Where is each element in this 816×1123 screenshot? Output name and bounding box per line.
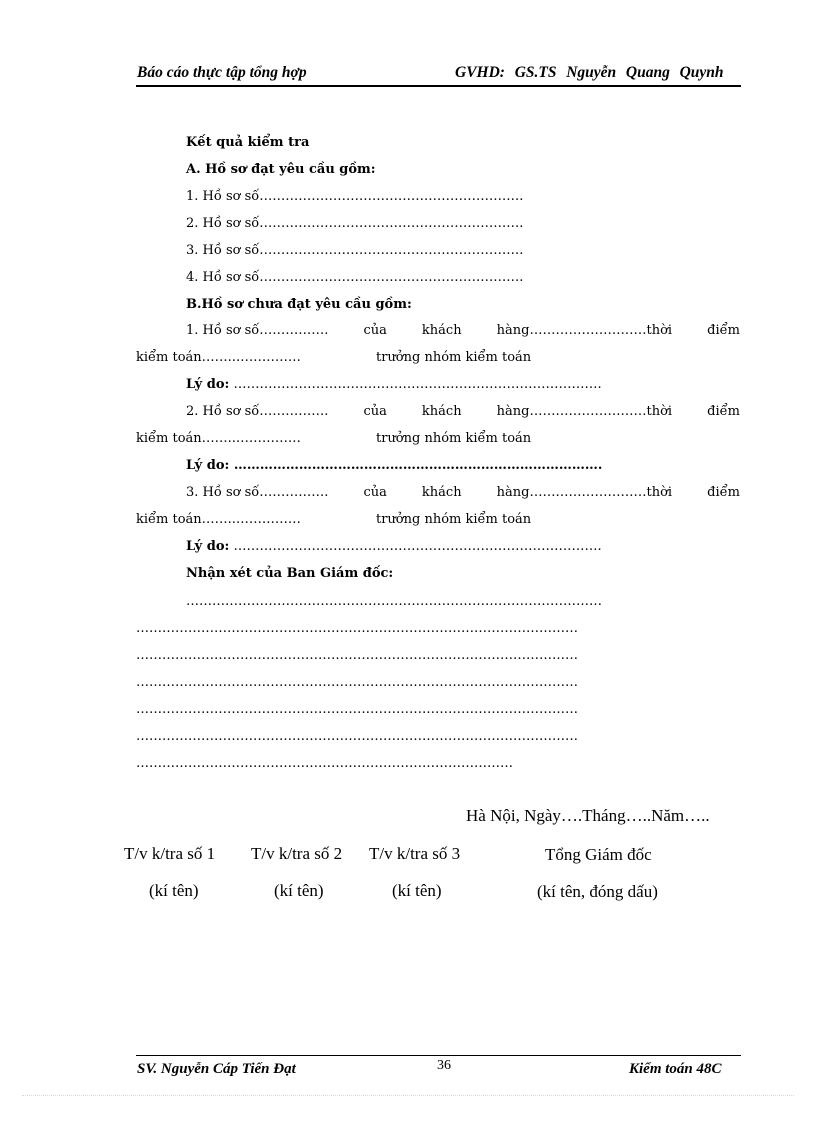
b2-w5: điểm — [707, 404, 740, 419]
signer-title: Tổng Giám đốc — [545, 845, 652, 864]
comment-line: ………………………………………………………………………………………… — [136, 675, 578, 690]
comment-line: …………………………………………………………………………………… — [186, 594, 602, 609]
page-edge-dots — [22, 1095, 794, 1096]
b2-w2: của — [363, 404, 387, 419]
b2-w3: khách — [421, 404, 462, 419]
signer-note: (kí tên) — [149, 881, 199, 900]
b1-w3: khách — [421, 323, 462, 338]
section-b-item-audit: kiểm toán……..…………… — [136, 512, 301, 527]
b3-w3: khách — [421, 485, 462, 500]
result-title: Kết quả kiểm tra — [186, 135, 310, 150]
comment-line: …………………………………………………………………………… — [136, 756, 513, 771]
footer-right: Kiểm toán 48C — [629, 1061, 722, 1077]
section-a-item: 2. Hồ sơ số……………………………………………………. — [186, 216, 524, 231]
signer-note: (kí tên) — [392, 881, 442, 900]
header-rule — [136, 85, 741, 87]
director-comment-title: Nhận xét của Ban Giám đốc: — [186, 566, 394, 581]
page-number: 36 — [437, 1058, 451, 1073]
reason-line — [186, 377, 602, 392]
date-line: Hà Nội, Ngày….Tháng…..Năm….. — [466, 806, 710, 825]
section-a-item: 1. Hồ sơ số……………………………………………………. — [186, 189, 524, 204]
b3-w4: hàng………………………thời — [496, 485, 673, 500]
section-a-title: A. Hồ sơ đạt yêu cầu gồm: — [186, 162, 376, 177]
footer-left: SV. Nguyễn Cáp Tiến Đạt — [137, 1061, 296, 1077]
header-right: GVHD: GS.TS Nguyễn Quang Quynh — [455, 64, 724, 81]
signer-title: T/v k/tra số 3 — [369, 844, 461, 863]
section-b-item-audit: kiểm toán……..…………… — [136, 431, 301, 446]
section-b-item-lead: trưởng nhóm kiểm toán — [376, 512, 532, 527]
comment-line: ………………………………………………………………………………………… — [136, 648, 578, 663]
footer-rule — [136, 1055, 741, 1056]
reason-label: Lý do: — [186, 539, 230, 554]
comment-line: ………………………………………………………………………………………… — [136, 702, 578, 717]
b1-w5: điểm — [707, 323, 740, 338]
b3-w1: 3. Hồ sơ số……………. — [186, 485, 329, 500]
reason-dots: …………………………………………………………………………. — [229, 377, 602, 392]
reason-dots: …………………………………………………………………………. — [229, 539, 602, 554]
b2-w4: hàng………………………thời — [496, 404, 673, 419]
header-left: Báo cáo thực tập tổng hợp — [137, 64, 307, 81]
section-a-item: 3. Hồ sơ số……………………………………………………. — [186, 243, 524, 258]
b3-w5: điểm — [707, 485, 740, 500]
signer-title: T/v k/tra số 2 — [251, 844, 343, 863]
reason-label: Lý do: — [186, 458, 230, 473]
comment-line: ………………………………………………………………………………………… — [136, 621, 578, 636]
section-a-item: 4. Hồ sơ số……………………………………………………. — [186, 270, 524, 285]
section-b-item-lead: trưởng nhóm kiểm toán — [376, 350, 532, 365]
signer-note: (kí tên, đóng dấu) — [537, 882, 658, 901]
section-b-item-line1 — [186, 323, 740, 338]
signer-note: (kí tên) — [274, 881, 324, 900]
reason-label: Lý do: — [186, 377, 230, 392]
b1-w4: hàng………………………thời — [496, 323, 673, 338]
reason-line — [186, 539, 602, 554]
b1-w2: của — [363, 323, 387, 338]
comment-line: ………………………………………………………………………………………… — [136, 729, 578, 744]
section-b-item-line1 — [186, 404, 740, 419]
section-b-item-lead: trưởng nhóm kiểm toán — [376, 431, 532, 446]
reason-line — [186, 458, 602, 473]
section-b-title: B.Hồ sơ chưa đạt yêu cầu gồm: — [186, 297, 412, 312]
b2-w1: 2. Hồ sơ số……………. — [186, 404, 329, 419]
section-b-item-audit: kiểm toán……..…………… — [136, 350, 301, 365]
signer-title: T/v k/tra số 1 — [124, 844, 216, 863]
reason-dots: …………………………………………………………………………. — [229, 458, 603, 473]
b3-w2: của — [363, 485, 387, 500]
b1-w1: 1. Hồ sơ số……………. — [186, 323, 329, 338]
section-b-item-line1 — [186, 485, 740, 500]
